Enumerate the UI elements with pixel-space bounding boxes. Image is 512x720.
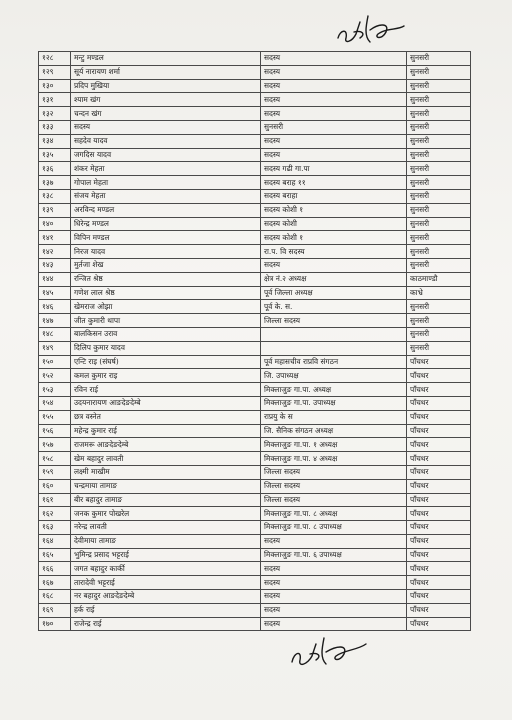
position-cell: मिक्लाजुङ गा.पा. ८ अध्यक्ष [261, 507, 407, 521]
position-cell: सदस्य बराह ११ [261, 176, 407, 190]
table-row [39, 452, 471, 466]
position-cell: सदस्य [261, 79, 407, 93]
district-cell: पाँचथर [407, 507, 471, 521]
district-cell: सुनसरी [407, 189, 471, 203]
serial-number-cell: १६५ [39, 548, 71, 562]
serial-number-cell: १५२ [39, 369, 71, 383]
serial-number-cell: १५७ [39, 438, 71, 452]
table-row [39, 93, 471, 107]
district-cell: पाँचथर [407, 479, 471, 493]
member-name-cell: रन्जित श्रेष्ठ [71, 272, 261, 286]
table-row [39, 493, 471, 507]
district-cell: सुनसरी [407, 120, 471, 134]
table-row [39, 521, 471, 535]
table-row [39, 245, 471, 259]
district-cell: काठमाण्डौ [407, 272, 471, 286]
serial-number-cell: १४१ [39, 231, 71, 245]
table-row [39, 162, 471, 176]
position-cell: जिल्ला सदस्य [261, 493, 407, 507]
district-cell: सुनसरी [407, 162, 471, 176]
position-cell: क्षेत्र नं.२ अध्यक्ष [261, 272, 407, 286]
position-cell: मिक्लाजुङ गा.पा. ४ अध्यक्ष [261, 452, 407, 466]
serial-number-cell: १४८ [39, 327, 71, 341]
district-cell: पाँचथर [407, 424, 471, 438]
member-name-cell: हर्क राई [71, 603, 261, 617]
district-cell: पाँचथर [407, 369, 471, 383]
member-name-cell: भुमिन्द्र प्रसाद भट्टराई [71, 548, 261, 562]
member-name-cell: शंकर मेहता [71, 162, 261, 176]
table-row [39, 231, 471, 245]
district-cell: पाँचथर [407, 603, 471, 617]
position-cell: सदस्य [261, 93, 407, 107]
member-name-cell: रविन राई [71, 383, 261, 397]
district-cell: सुनसरी [407, 245, 471, 259]
serial-number-cell: १४९ [39, 341, 71, 355]
serial-number-cell: १३८ [39, 189, 71, 203]
table-row [39, 258, 471, 272]
serial-number-cell: १६२ [39, 507, 71, 521]
district-cell: सुनसरी [407, 300, 471, 314]
member-name-cell: धिरेन्द्र मण्डल [71, 217, 261, 231]
serial-number-cell: १२९ [39, 65, 71, 79]
table-row [39, 507, 471, 521]
member-name-cell: दिलिप कुमार यादव [71, 341, 261, 355]
member-name-cell: सूर्य नारायण शर्मा [71, 65, 261, 79]
position-cell: राप्रयु के स [261, 410, 407, 424]
serial-number-cell: १७० [39, 617, 71, 631]
member-name-cell: राजमरू आङदेङदेम्बे [71, 438, 261, 452]
member-name-cell: एन्टि राइ (संघर्ष) [71, 355, 261, 369]
table-row [39, 327, 471, 341]
position-cell: जि. उपाध्यक्ष [261, 369, 407, 383]
serial-number-cell: १३९ [39, 203, 71, 217]
position-cell: पूर्व जिल्ला अध्यक्ष [261, 286, 407, 300]
serial-number-cell: १६९ [39, 603, 71, 617]
table-row [39, 590, 471, 604]
position-cell: पूर्व के. स. [261, 300, 407, 314]
member-name-cell: देवीमाया तामाङ [71, 534, 261, 548]
serial-number-cell: १३३ [39, 120, 71, 134]
table-row [39, 617, 471, 631]
district-cell: सुनसरी [407, 93, 471, 107]
member-name-cell: खेम बहादुर लावती [71, 452, 261, 466]
serial-number-cell: १३१ [39, 93, 71, 107]
member-name-cell: बालकिसन उराव [71, 327, 261, 341]
district-cell: पाँचथर [407, 493, 471, 507]
table-row [39, 479, 471, 493]
district-cell: पाँचथर [407, 465, 471, 479]
member-name-cell: लक्ष्मी माखीम [71, 465, 261, 479]
district-cell: पाँचथर [407, 548, 471, 562]
member-name-cell: खेमराज ओझा [71, 300, 261, 314]
position-cell: सदस्य [261, 52, 407, 66]
serial-number-cell: १५६ [39, 424, 71, 438]
table-row [39, 203, 471, 217]
serial-number-cell: १६३ [39, 521, 71, 535]
member-name-cell: नरेन्द्र लावती [71, 521, 261, 535]
position-cell: जिल्ला सदस्य [261, 465, 407, 479]
district-cell: सुनसरी [407, 176, 471, 190]
district-cell: सुनसरी [407, 134, 471, 148]
district-cell: पाँचथर [407, 590, 471, 604]
table-row [39, 217, 471, 231]
district-cell: पाँचथर [407, 452, 471, 466]
members-table-body [39, 52, 471, 631]
table-row [39, 576, 471, 590]
table-row [39, 341, 471, 355]
member-name-cell: महेन्द्र कुमार राई [71, 424, 261, 438]
district-cell: पाँचथर [407, 576, 471, 590]
district-cell: सुनसरी [407, 148, 471, 162]
position-cell [261, 327, 407, 341]
member-name-cell: बीर बहादुर तामाङ [71, 493, 261, 507]
serial-number-cell: १४५ [39, 286, 71, 300]
serial-number-cell: १६७ [39, 576, 71, 590]
serial-number-cell: १३५ [39, 148, 71, 162]
district-cell: सुनसरी [407, 203, 471, 217]
serial-number-cell: १५५ [39, 410, 71, 424]
district-cell: पाँचथर [407, 534, 471, 548]
position-cell: जिल्ला सदस्य [261, 314, 407, 328]
position-cell: सदस्य कोशी १ [261, 203, 407, 217]
serial-number-cell: १६६ [39, 562, 71, 576]
member-name-cell: गोपाल मेहता [71, 176, 261, 190]
table-row [39, 396, 471, 410]
table-row [39, 548, 471, 562]
serial-number-cell: १४७ [39, 314, 71, 328]
serial-number-cell: १४४ [39, 272, 71, 286]
member-name-cell: तारादेवी भट्टराई [71, 576, 261, 590]
district-cell: पाँचथर [407, 562, 471, 576]
position-cell: जि. सैनिक संगठन अध्यक्ष [261, 424, 407, 438]
table-row [39, 79, 471, 93]
position-cell: सदस्य [261, 576, 407, 590]
member-name-cell: जगदिस यादव [71, 148, 261, 162]
position-cell: सदस्य [261, 590, 407, 604]
member-name-cell: सहदेव यादव [71, 134, 261, 148]
member-name-cell: गणेश लाल श्रेष्ठ [71, 286, 261, 300]
member-name-cell: चन्दन खंग [71, 107, 261, 121]
position-cell: जिल्ला सदस्य [261, 479, 407, 493]
member-name-cell: जीत कुमारी थापा [71, 314, 261, 328]
table-row [39, 52, 471, 66]
signature-top [330, 8, 410, 52]
serial-number-cell: १३० [39, 79, 71, 93]
serial-number-cell: १५८ [39, 452, 71, 466]
table-row [39, 300, 471, 314]
serial-number-cell: १३७ [39, 176, 71, 190]
district-cell: सुनसरी [407, 217, 471, 231]
member-name-cell: कमल कुमार राइ [71, 369, 261, 383]
serial-number-cell: १२८ [39, 52, 71, 66]
position-cell: सदस्य कोशी [261, 217, 407, 231]
district-cell: सुनसरी [407, 258, 471, 272]
member-name-cell: अरविन्द मण्डल [71, 203, 261, 217]
serial-number-cell: १६० [39, 479, 71, 493]
district-cell: सुनसरी [407, 341, 471, 355]
table-row [39, 148, 471, 162]
position-cell [261, 341, 407, 355]
position-cell: सदस्य कोशी १ [261, 231, 407, 245]
position-cell: सदस्य [261, 148, 407, 162]
district-cell: पाँचथर [407, 383, 471, 397]
table-row [39, 369, 471, 383]
table-row [39, 534, 471, 548]
member-name-cell: निरज यादव [71, 245, 261, 259]
member-name-cell: सदस्य [71, 120, 261, 134]
serial-number-cell: १६४ [39, 534, 71, 548]
position-cell: मिक्लाजुङ गा.पा. ६ उपाध्यक्ष [261, 548, 407, 562]
member-name-cell: छत्र वस्नेत [71, 410, 261, 424]
table-row [39, 424, 471, 438]
district-cell: सुनसरी [407, 314, 471, 328]
position-cell: सदस्य [261, 562, 407, 576]
position-cell: मिक्लाजुङ गा.पा. अध्यक्ष [261, 383, 407, 397]
serial-number-cell: १३२ [39, 107, 71, 121]
serial-number-cell: १६८ [39, 590, 71, 604]
position-cell: सदस्य [261, 107, 407, 121]
table-row [39, 65, 471, 79]
table-row [39, 438, 471, 452]
table-row [39, 176, 471, 190]
table-row [39, 189, 471, 203]
serial-number-cell: १५० [39, 355, 71, 369]
member-name-cell: मुर्तजा शेख [71, 258, 261, 272]
member-name-cell: जगत बहादुर कार्की [71, 562, 261, 576]
district-cell: पाँचथर [407, 438, 471, 452]
position-cell: सदस्य [261, 258, 407, 272]
serial-number-cell: १५३ [39, 383, 71, 397]
table-row [39, 355, 471, 369]
position-cell: मिक्लाजुङ गा.पा. ८ उपाध्यक्ष [261, 521, 407, 535]
position-cell: सदस्य गढी गा.पा [261, 162, 407, 176]
member-name-cell: उदयनारायण आङदेङदेम्बे [71, 396, 261, 410]
district-cell: सुनसरी [407, 79, 471, 93]
district-cell: सुनसरी [407, 107, 471, 121]
member-name-cell: संजय मेहता [71, 189, 261, 203]
table-row [39, 314, 471, 328]
position-cell: सदस्य बराहा [261, 189, 407, 203]
table-row [39, 272, 471, 286]
district-cell: सुनसरी [407, 52, 471, 66]
district-cell: पाँचथर [407, 410, 471, 424]
serial-number-cell: १५४ [39, 396, 71, 410]
table-row [39, 286, 471, 300]
position-cell: मिक्लाजुङ गा.पा. उपाध्यक्ष [261, 396, 407, 410]
serial-number-cell: १४६ [39, 300, 71, 314]
table-row [39, 562, 471, 576]
position-cell: रा.प. वि सदस्य [261, 245, 407, 259]
member-name-cell: श्याम खंग [71, 93, 261, 107]
table-row [39, 603, 471, 617]
district-cell: पाँचथर [407, 521, 471, 535]
table-row [39, 465, 471, 479]
members-table [38, 51, 471, 631]
position-cell: सदस्य [261, 65, 407, 79]
serial-number-cell: १४२ [39, 245, 71, 259]
member-name-cell: राजेन्द्र राई [71, 617, 261, 631]
serial-number-cell: १३६ [39, 162, 71, 176]
serial-number-cell: १४३ [39, 258, 71, 272]
table-row [39, 120, 471, 134]
serial-number-cell: १५९ [39, 465, 71, 479]
district-cell: पाँचथर [407, 617, 471, 631]
table-row [39, 107, 471, 121]
district-cell: पाँचथर [407, 396, 471, 410]
position-cell: सुनसरी [261, 120, 407, 134]
district-cell: पाँचथर [407, 355, 471, 369]
position-cell: मिक्लाजुङ गा.पा. १ अध्यक्ष [261, 438, 407, 452]
table-row [39, 383, 471, 397]
table-row [39, 410, 471, 424]
member-name-cell: प्रदिप मुखिया [71, 79, 261, 93]
position-cell: पूर्व महासचीव राप्रवि संगठन [261, 355, 407, 369]
serial-number-cell: १४० [39, 217, 71, 231]
position-cell: सदस्य [261, 534, 407, 548]
table-row [39, 134, 471, 148]
district-cell: सुनसरी [407, 327, 471, 341]
position-cell: सदस्य [261, 134, 407, 148]
position-cell: सदस्य [261, 603, 407, 617]
signature-bottom [282, 628, 372, 672]
member-name-cell: मन्टु मण्डल [71, 52, 261, 66]
position-cell: सदस्य [261, 617, 407, 631]
member-name-cell: चन्द्रमाया तामाङ [71, 479, 261, 493]
district-cell: सुनसरी [407, 65, 471, 79]
district-cell: काभ्रे [407, 286, 471, 300]
member-name-cell: नर बहादुर आङदेङदेम्बे [71, 590, 261, 604]
serial-number-cell: १६१ [39, 493, 71, 507]
member-name-cell: विपिन मण्डल [71, 231, 261, 245]
serial-number-cell: १३४ [39, 134, 71, 148]
district-cell: सुनसरी [407, 231, 471, 245]
member-name-cell: जनक कुमार पोखरेल [71, 507, 261, 521]
